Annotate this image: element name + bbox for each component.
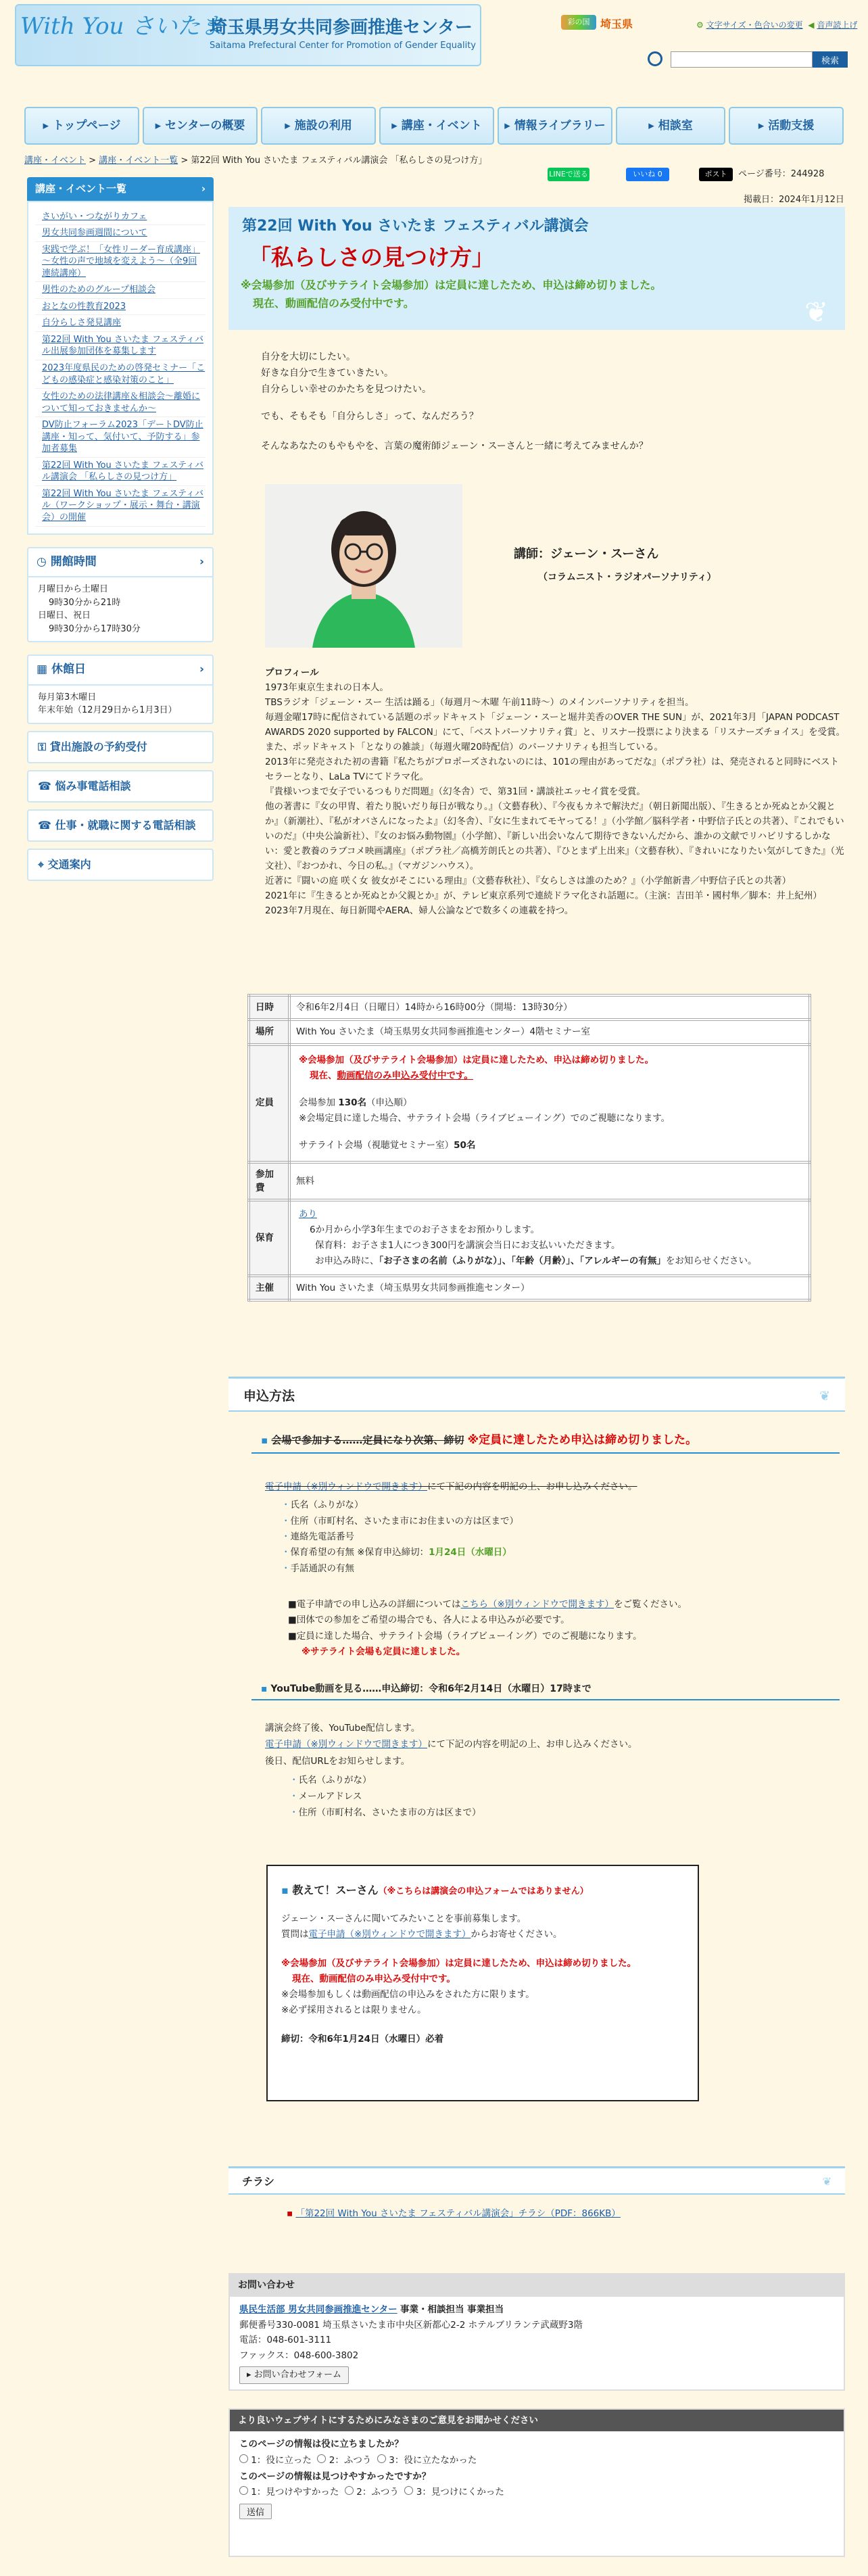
speaker-name: 講師：ジェーン・スーさん [514, 547, 659, 561]
intro-line: 自分を大切にしたい。 [261, 352, 356, 362]
site-header [0, 0, 868, 85]
speaker-profile: プロフィール 1973年東京生まれの日本人。 TBSラジオ「ジェーン・スー 生活は踊る」（毎週月～木曜 午前11時～）のメインパーソナリティを担当。 毎週金曜17時に配信されている話題のポッドキャスト「ジェーン・スーと堀井美香のOVER THE SUN」が、2021年3月「JAPAN PODCAST AWARDS 2020 supported by FALCON」にて、「ベストパーソナリティ賞」と、リスナー投票により決まる「リスナーズチョイス」を受賞。 また、ポッドキャスト「となりの雑談」（毎週火曜20時配信）のパーソナリティも担当している。 2013年に発売された初の書籍『私たちがプロポーズされないのには、101の理由があってだな』（ポプラ社）は、発売されると同時にベストセラーとなり、LaLa TVにてドラマ化。 『貴様いつまで女子でいるつもりだ問題』（幻冬舎）で、第31回・講談社エッセイ賞を受賞。 他の著書に『女の甲冑、着たり脱いだり毎日が戦なり。』（文藝春秋）、『今夜もカネで解決だ』（朝日新聞出版）、『生きるとか死ぬとか父親とか』（新潮社）、『私がオバさんになったよ』（幻冬舎）、『女に生まれてモヤってる！』（小学館／脳科学者・中野信子氏との共著）、『これでもいいのだ』（中央公論新社）、『女のお悩み動物園』（小学館）、『新しい出会いなんて期待できないんだから、誰かの文献でリハビリするしかない：愛と教養のラブコメ映画講座』（ポプラ社／高橋芳朗氏との共著）、『ひとまず上出来』（文藝春秋）、『きれいになりたい気がしてきた』（光文社）、『おつかれ、今日の私。』（マガジンハウス）。 近著に『闘いの庭 咲く女 彼女がそこにいる理由』（文藝春秋社）、『女らしさは誰のため？』（小学館新書／中野信子氏との共著） 2021年に『生きるとか死ぬとか父親とか』が、テレビ東京系列で連続ドラマ化され話題に。（主演：吉田羊・國村隼／脚本：井上紀州） 2023年7月現在、毎日新聞やAERA、婦人公論などで数多くの連載を持つ。 [265, 667, 846, 916]
q1-option-1[interactable]: 1：役に立った [239, 2455, 312, 2466]
sidebar-item-current[interactable]: 第22回 With You さいたま フェスティバル講演会 「私らしさの見つけ方」 [35, 458, 206, 486]
sidebar-event-list [27, 201, 214, 535]
list-item: ・ 住所（市町村名、さいたま市の方は区まで） [289, 1805, 846, 1821]
flyer-pdf-link[interactable]: 「第22回 With You さいたま フェスティバル講演会」チラシ（PDF：866KB） [295, 2208, 621, 2219]
phone-consult-button[interactable]: ☎ 悩み事電話相談 [27, 770, 214, 803]
contact-form-button[interactable]: ▸ お問い合わせフォーム [239, 2366, 349, 2384]
sidebar-item[interactable]: 男性のためのグループ相談会 [35, 282, 206, 299]
nav-consult[interactable]: ▸ 相談室 [616, 107, 725, 145]
prefecture-logo[interactable]: 埼玉県 [600, 18, 633, 30]
leaf-decoration-icon: ❦ [804, 295, 829, 329]
intro-line: でも、そもそも「自分らしさ」って、なんだろう？ [261, 411, 479, 422]
sidebar-item[interactable]: さいがい・つながりカフェ [35, 209, 206, 226]
speaker-portrait-icon [265, 484, 462, 648]
intro-line: 好きな自分で生きていきたい。 [261, 368, 393, 379]
breadcrumb-event-list[interactable]: 講座・イベント一覧 [99, 156, 178, 166]
social-bar [548, 168, 845, 184]
work-consult-button[interactable]: ☎ 仕事・就職に関する電話相談 [27, 809, 214, 842]
x-post-button[interactable]: ポスト [699, 168, 733, 181]
details-link[interactable]: こちら（※別ウィンドウで開きます） [460, 1599, 614, 1611]
org-link[interactable]: 県民生活部 男女共同参画推進センター [239, 2304, 397, 2315]
opening-hours-box: ◷ 開館時間 › 月曜日から土曜日 9時30分から21時 日曜日、祝日 9時30分から17時30分 [27, 547, 214, 643]
question-form-link[interactable]: 電子申請（※別ウィンドウで開きます） [308, 1929, 471, 1940]
logo-wordmark[interactable]: With You さいたま [20, 13, 224, 40]
flyer-item [287, 2207, 621, 2220]
list-item: ・ 氏名（ふりがな） [281, 1498, 846, 1513]
event-detail-table [247, 994, 811, 1302]
square-bullet-icon: ▪ [261, 1684, 268, 1694]
closed-days-heading: ▦ 休館日 › [28, 656, 212, 686]
nav-about[interactable]: ▸ センターの概要 [143, 107, 258, 145]
text-size-link[interactable]: 文字サイズ・色合いの変更 [706, 20, 803, 30]
search-button[interactable]: 検索 [813, 51, 848, 68]
pdf-icon: ▪ [287, 2208, 293, 2219]
search-icon [648, 51, 662, 66]
apply-section-heading: 申込方法 ❦ [228, 1377, 845, 1412]
chevron-right-icon: › [199, 663, 204, 677]
intro-line: そんなあなたのもやもやを、言葉の魔術師ジェーン・スーさんと一緒に考えてみませんか？ [261, 441, 648, 452]
q2-option-3[interactable]: 3：見つけにくかった [404, 2487, 504, 2498]
search-input[interactable] [671, 51, 813, 68]
nav-support[interactable]: ▸ 活動支援 [729, 107, 844, 145]
breadcrumb-current: 第22回 With You さいたま フェスティバル講演会 「私らしさの見つけ方」 [191, 156, 487, 166]
nav-library[interactable]: ▸ 情報ライブラリー [498, 107, 612, 145]
q1-option-2[interactable]: 2：ふつう [317, 2455, 371, 2466]
site-title[interactable]: 埼玉県男女共同参画推進センター [210, 18, 473, 38]
sidebar-item[interactable]: 自分らしさ発見講座 [35, 315, 206, 332]
calendar-icon: ▦ [37, 663, 48, 677]
intro-line: 自分らしい幸せのかたちを見つけたい。 [261, 384, 431, 395]
childcare-link[interactable]: あり [299, 1209, 317, 1220]
contact-box: お問い合わせ 県民生活部 男女共同参画推進センター 事業・相談担当 事業担当 郵便番号330-0081 埼玉県さいたま市中央区新都心2-2 ホテルブリランテ武蔵野3階 電話：048-601-3111 ファックス：048-600-3802 ▸ お問い合わせフォーム [228, 2273, 845, 2391]
sidebar-item[interactable]: 2023年度県民のための啓発セミナー「こどもの感染症と感染対策のこと」 [35, 360, 206, 389]
list-item: ・ 氏名（ふりがな） [289, 1772, 846, 1788]
global-nav [24, 107, 844, 145]
nav-events[interactable]: ▸ 講座・イベント [379, 107, 494, 145]
flyer-section-heading: チラシ ❦ [228, 2166, 845, 2195]
sidebar-item[interactable]: 実践で学ぶ！「女性リーダー育成講座」～女性の声で地域を変えよう～（全9回連続講座） [35, 242, 206, 283]
speaker-icon: ◀ [808, 20, 815, 30]
table-row: 保育 あり 6か月から小学3年生までのお子さまをお預かりします。 保育料：お子さま1人につき300円を講演会当日にお支払いいただきます。 お申込み時に、「お子さまの名前（ふりがな）」、「年齢（月齢）」、「アレルギーの有無」をお知らせください。 [249, 1200, 810, 1276]
sidebar [27, 177, 214, 881]
e-application-link[interactable]: 電子申請（※別ウィンドウで開きます） [265, 1481, 428, 1492]
closed-days-box: ▦ 休館日 › 毎月第3木曜日 年末年始（12月29日から1月3日） [27, 654, 214, 724]
sidebar-item[interactable]: おとなの性教育2023 [35, 299, 206, 316]
q2-option-1[interactable]: 1：見つけやすかった [239, 2487, 339, 2498]
site-title-en: Saitama Prefectural Center for Promotion of Gender Equality [210, 41, 476, 51]
line-share-button[interactable]: LINEで送る [548, 168, 589, 181]
sidebar-item[interactable]: DV防止フォーラム2023「デートDV防止講座・知って、気付いて、予防する」参加者募集 [35, 417, 206, 458]
youtube-apply-body: 講演会終了後、YouTube配信します。 電子申請（※別ウィンドウで開きます）にて下記の内容を明記の上、お申し込みください。 後日、配信URLをお知らせします。 ・ 氏名（ふりがな） ・ メールアドレス ・ 住所（市町村名、さいたま市の方は区まで） [265, 1720, 846, 1821]
page-number: ページ番号：244928 [738, 169, 825, 179]
gear-icon: ⚙ [696, 20, 704, 30]
prefecture-mark: 彩の国 [561, 15, 596, 30]
list-item: ・ 住所（市町村名、さいたま市にお住まいの方は区まで） [281, 1514, 846, 1529]
venue-apply-body: 電子申請（※別ウィンドウで開きます）にて下記の内容を明記の上、お申し込みください。 ・ 氏名（ふりがな） ・ 住所（市町村名、さいたま市にお住まいの方は区まで） ・ 連絡先電話番号 ・ 保育希望の有無 ※保育申込締切：1月24日（水曜日） ・ 手話通訳の有無 ■電子申請での申し込みの詳細についてはこちら（※別ウィンドウで開きます）をご覧ください。 ■団体での参加をご希望の場合でも、各人による申込みが必要です。 ■定員に達した場合、サテライト会場（ライブビューイング）でのご視聴になります。 ※サテライト会場も定員に達しました。 [265, 1479, 846, 1660]
utility-links [696, 19, 857, 31]
opening-hours-heading: ◷ 開館時間 › [28, 548, 212, 578]
sidebar-item[interactable]: 第22回 With You さいたま フェスティバル出展参加団体を募集します [35, 332, 206, 360]
sidebar-item[interactable]: 男女共同参画週間について [35, 225, 206, 242]
clock-icon: ◷ [37, 554, 47, 569]
voice-link[interactable]: 音声読上げ [817, 20, 858, 30]
square-bullet-icon: ▪ [261, 1434, 268, 1446]
list-item: ・ メールアドレス [289, 1788, 846, 1805]
chevron-right-icon: › [199, 554, 204, 569]
access-button[interactable]: ⌖ 交通案内 [27, 849, 214, 881]
list-item: ・ 保育希望の有無 ※保育申込締切：1月24日（水曜日） [281, 1545, 846, 1560]
e-application-link[interactable]: 電子申請（※別ウィンドウで開きます） [265, 1739, 428, 1750]
event-series-title: 第22回 With You さいたま フェスティバル講演会 [242, 218, 589, 235]
breadcrumb: 講座・イベント > 講座・イベント一覧 > 第22回 With You さいたま フェスティバル講演会 「私らしさの見つけ方」 [24, 156, 487, 166]
table-row: 場所 With You さいたま（埼玉県男女共同参画推進センター）4階セミナー室 [249, 1020, 810, 1044]
key-icon: ⚿ [38, 740, 47, 753]
survey-submit-button[interactable]: 送信 [239, 2504, 272, 2519]
q1-option-3[interactable]: 3：役に立たなかった [377, 2455, 477, 2466]
chevron-right-icon: › [201, 183, 206, 195]
survey-form: より良いウェブサイトにするためにみなさまのご意見をお聞かせください このページの情報は役に立ちましたか？ 1：役に立った 2：ふつう 3：役に立たなかった このページの情報は見つけやすかったですか？ 1：見つけやすかった 2：ふつう 3：見つけにくかった 送信 [228, 2408, 845, 2557]
facebook-like-button[interactable]: いいね 0 [626, 168, 669, 181]
location-icon: ⌖ [38, 857, 45, 871]
table-row: 参加費 無料 [249, 1162, 810, 1201]
leaf-decoration-icon: ❦ [822, 2175, 831, 2188]
nav-facility[interactable]: ▸ 施設の利用 [261, 107, 376, 145]
leaf-decoration-icon: ❦ [819, 1389, 830, 1404]
nav-top[interactable]: ▸ トップページ [24, 107, 139, 145]
speaker-photo [265, 484, 462, 648]
list-item: ・ 連絡先電話番号 [281, 1529, 846, 1545]
survey-heading: より良いウェブサイトにするためにみなさまのご意見をお聞かせください [230, 2410, 844, 2431]
sidebar-heading: 講座・イベント一覧 › [27, 177, 214, 201]
table-row: 日時 令和6年2月4日（日曜日）14時から16時00分（開場：13時30分） [249, 995, 810, 1020]
youtube-apply-heading: ▪ YouTube動画を見る……申込締切：令和6年2月14日（水曜日）17時まで [251, 1679, 840, 1700]
publish-date: 掲載日：2024年1月12日 [744, 195, 844, 205]
page-title: 「私らしさの見つけ方」 [249, 244, 494, 270]
square-bullet-icon: ▪ [281, 1884, 289, 1897]
list-item: ・ 手話通訳の有無 [281, 1561, 846, 1577]
ask-su-san-box: ▪ 教えて！スーさん（※こちらは講演会の申込フォームではありません） ジェーン・スーさんに聞いてみたいことを事前募集します。 質問は電子申請（※別ウィンドウで開きます）からお寄せください。 ※会場参加（及びサテライト会場参加）は定員に達したため、申込は締め切りました。 現在、動画配信のみ申込み受付中です。 ※会場参加もしくは動画配信の申込みをされた方に限ります。 ※必ず採用されるとは限りません。 締切：令和6年1月24日（水曜日）必着 [266, 1865, 699, 2101]
phone-icon: ☎ [38, 818, 51, 832]
phone-icon: ☎ [38, 779, 51, 792]
venue-apply-heading: ▪ 会場で参加する……定員になり次第、締切 ※定員に達したため申込は締め切りました。 [251, 1429, 840, 1454]
contact-heading: お問い合わせ [230, 2274, 844, 2297]
sidebar-item[interactable]: 第22回 With You さいたま フェスティバル（ワークショップ・展示・舞台・講演会）の開催 [35, 486, 206, 527]
table-row: 定員 ※会場参加（及びサテライト会場参加）は定員に達したため、申込は締め切りました。 現在、動画配信のみ申込み受付中です。 会場参加 130名（申込順） ※会場定員に達した場合、サテライト会場（ライブビューイング）でのご視聴になります。 サテライト会場（視聴覚セミナー室）50名 [249, 1045, 810, 1162]
speaker-title: （コラムニスト・ラジオパーソナリティ） [538, 572, 717, 583]
breadcrumb-events[interactable]: 講座・イベント [24, 156, 87, 166]
q2-option-2[interactable]: 2：ふつう [345, 2487, 399, 2498]
sidebar-item[interactable]: 女性のための法律講座＆相談会～離婚について知っておきませんか～ [35, 389, 206, 417]
table-row: 主催 With You さいたま（埼玉県男女共同参画推進センター） [249, 1276, 810, 1300]
closed-notice: ※会場参加（及びサテライト会場参加）は定員に達したため、申込は締め切りました。 現在、動画配信のみ受付中です。 [241, 279, 662, 310]
rental-reservation-button[interactable]: ⚿ 貸出施設の予約受付 [27, 731, 214, 763]
